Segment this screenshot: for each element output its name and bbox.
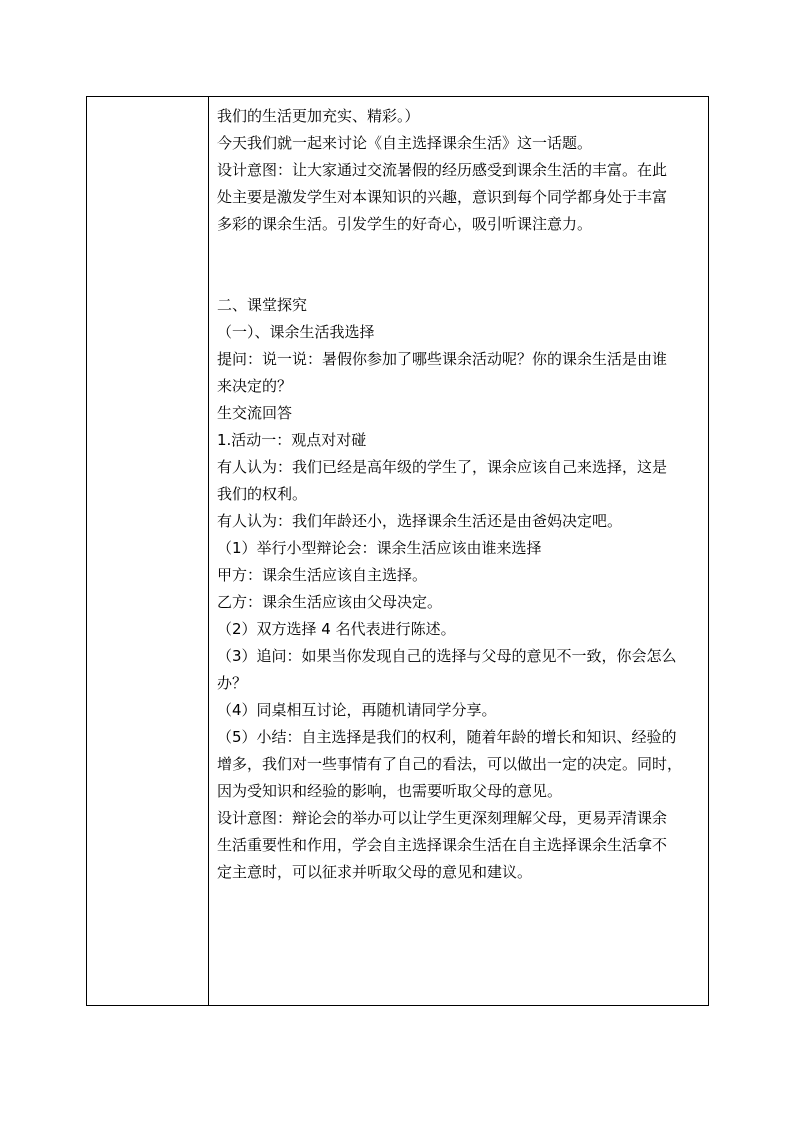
text-line: 来决定的？ xyxy=(217,377,293,395)
text-line: 增多，我们对一些事情有了自己的看法，可以做出一定的决定。同时， xyxy=(217,755,683,773)
text-line: 乙方：课余生活应该由父母决定。 xyxy=(217,593,443,611)
text-line: 生活重要性和作用，学会自主选择课余生活在自主选择课余生活拿不 xyxy=(217,836,668,854)
text-line: 今天我们就一起来讨论《自主选择课余生活》这一话题。 xyxy=(217,134,593,152)
text-line: 提问：说一说：暑假你参加了哪些课余活动呢？你的课余生活是由谁 xyxy=(217,350,668,368)
spacer xyxy=(217,238,703,292)
text-line: 设计意图：辩论会的举办可以让学生更深刻理解父母，更易弄清课余 xyxy=(217,809,668,827)
column-divider xyxy=(208,97,209,1005)
subsection-heading: （一）、课余生活我选择 xyxy=(217,323,375,341)
text-line: （5）小结：自主选择是我们的权利，随着年龄的增长和知识、经验的 xyxy=(217,728,677,746)
text-line: 因为受知识和经验的影响，也需要听取父母的意见。 xyxy=(217,782,563,800)
text-line: （2）双方选择 4 名代表进行陈述。 xyxy=(217,620,456,638)
text-line: 1.活动一：观点对对碰 xyxy=(217,431,367,449)
text-line: 有人认为：我们已经是高年级的学生了，课余应该自己来选择，这是 xyxy=(217,458,668,476)
text-line: 甲方：课余生活应该自主选择。 xyxy=(217,566,428,584)
text-line: （3）追问：如果当你发现自己的选择与父母的意见不一致，你会怎么 xyxy=(217,647,677,665)
lesson-content-cell xyxy=(217,103,703,886)
section-heading: 二、课堂探究 xyxy=(217,296,308,314)
text-line: 定主意时，可以征求并听取父母的意见和建议。 xyxy=(217,863,533,881)
text-line: （4）同桌相互讨论，再随机请同学分享。 xyxy=(217,701,497,719)
text-line: 办？ xyxy=(217,674,248,692)
text-line: 我们的权利。 xyxy=(217,485,308,503)
text-line: 我们的生活更加充实、精彩。） xyxy=(217,107,420,125)
lesson-plan-table xyxy=(86,96,709,1006)
text-line: 有人认为：我们年龄还小，选择课余生活还是由爸妈决定吧。 xyxy=(217,512,623,530)
text-line: 生交流回答 xyxy=(217,404,293,422)
text-line: 设计意图：让大家通过交流暑假的经历感受到课余生活的丰富。在此 xyxy=(217,161,668,179)
text-line: 多彩的课余生活。引发学生的好奇心，吸引听课注意力。 xyxy=(217,215,593,233)
left-column-cell xyxy=(87,97,208,1005)
text-line: （1）举行小型辩论会：课余生活应该由谁来选择 xyxy=(217,539,542,557)
text-line: 处主要是激发学生对本课知识的兴趣，意识到每个同学都身处于丰富 xyxy=(217,188,668,206)
